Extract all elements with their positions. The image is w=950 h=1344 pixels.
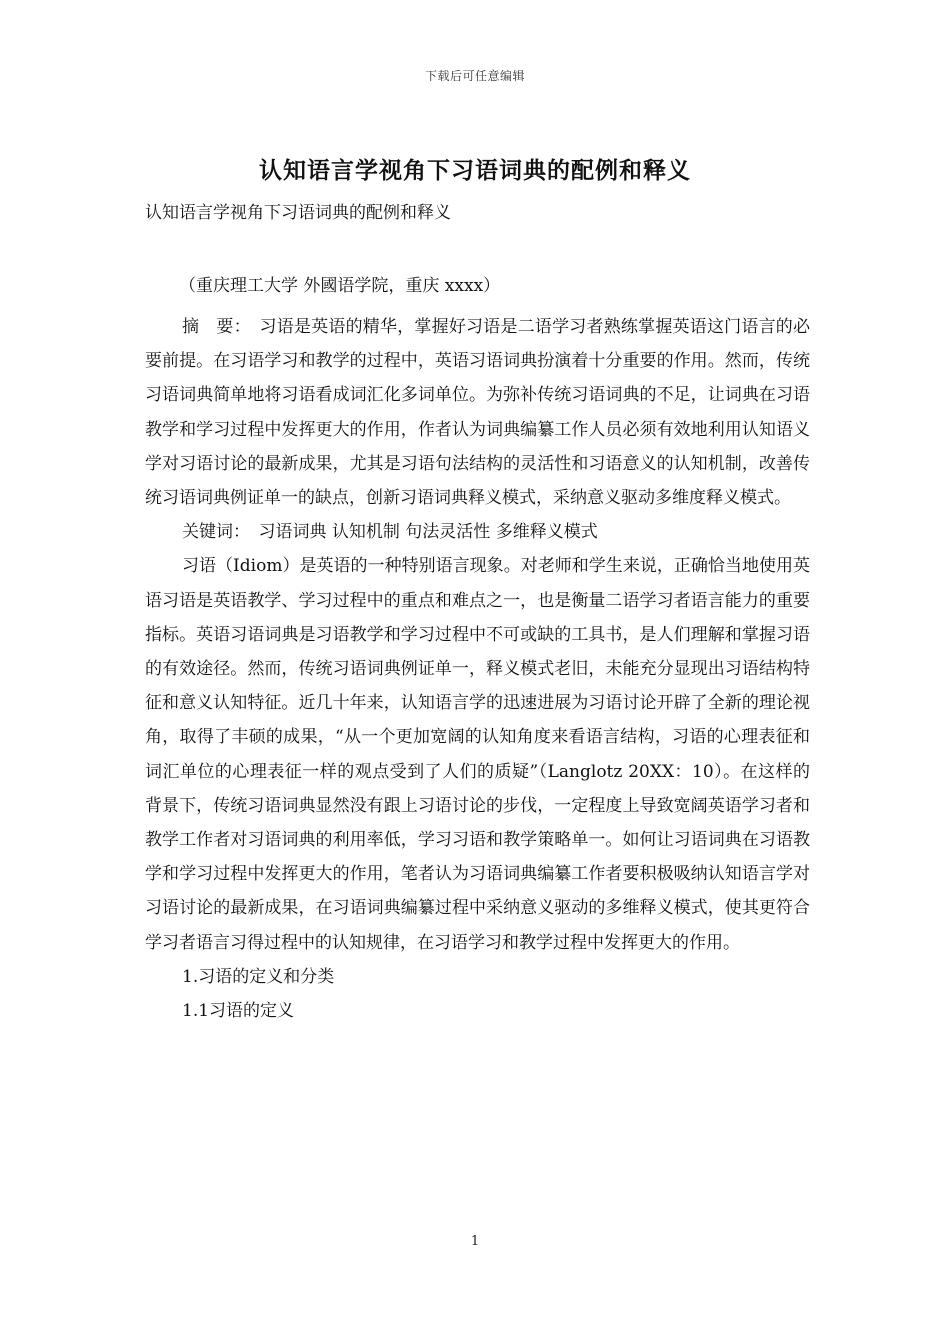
section-heading: 1.习语的定义和分类 xyxy=(182,966,335,987)
main-body xyxy=(145,310,810,1028)
keywords-label: 关键词： xyxy=(182,522,242,543)
header-note: 下载后可任意编辑 xyxy=(424,69,525,83)
abstract-label: 摘 要： xyxy=(182,317,243,337)
page-number: 1 xyxy=(470,1234,480,1249)
intro-paragraph: 习语（Idiom）是英语的一种特别语言现象。对老师和学生来说，正确恰当地使用英语习语是英语教学、学习过程中的重点和难点之一，也是衡量二语学习者语言能力的重要指标。英语习语词典是习语教学和学习过程中不可或缺的工具书，是人们理解和掌握习语的有效途径。然而，传统习语词典例证单一，释义模式老旧，未能充分显现出习语结构特征和意义认知特征。近几十年来，认知语言学的迅速进展为习语讨论开辟了全新的理论视角，取得了丰硕的成果，“从一个更加宽阔的认知角度来看语言结构，习语的心理表征和词汇单位的心理表征一样的观点受到了人们的质疑”（Langlotz 20XX：10）。在这样的背景下，传统习语词典显然没有跟上习语讨论的步伐，一定程度上导致宽阔英语学习者和教学工作者对习语词典的利用率低，学习习语和教学策略单一。如何让习语词典在习语教学和学习过程中发挥更大的作用，笔者认为习语词典编纂工作者要积极吸纳认知语言学对习语讨论的最新成果，在习语词典编纂过程中采纳意义驱动的多维释义模式，使其更符合学习者语言习得过程中的认知规律，在习语学习和教学过程中发挥更大的作用。 xyxy=(145,556,810,953)
abstract-paragraph xyxy=(145,310,810,515)
document-subtitle: 认知语言学视角下习语词典的配例和释义 xyxy=(145,203,451,223)
keywords-text: 习语词典 认知机制 句法灵活性 多维释义模式 xyxy=(241,522,598,543)
abstract-text: 习语是英语的精华，掌握好习语是二语学习者熟练掌握英语这门语言的必要前提。在习语学习和教学的过程中，英语习语词典扮演着十分重要的作用。然而，传统习语词典简单地将习语看成词汇化多词单位。为弥补传统习语词典的不足，让词典在习语教学和学习过程中发挥更大的作用，作者认为词典编纂工作人员必须有效地利用认知语义学对习语讨论的最新成果，尤其是习语句法结构的灵活性和习语意义的认知机制，改善传统习语词典例证单一的缺点，创新习语词典释义模式，采纳意义驱动多维度释义模式。 xyxy=(145,317,811,509)
author-affiliation: （重庆理工大学 外國语学院，重庆 xxxx） xyxy=(179,276,501,296)
keywords-paragraph xyxy=(145,515,810,549)
document-title: 认知语言学视角下习语词典的配例和释义 xyxy=(259,157,691,184)
subsection-heading: 1.1习语的定义 xyxy=(182,1001,295,1022)
